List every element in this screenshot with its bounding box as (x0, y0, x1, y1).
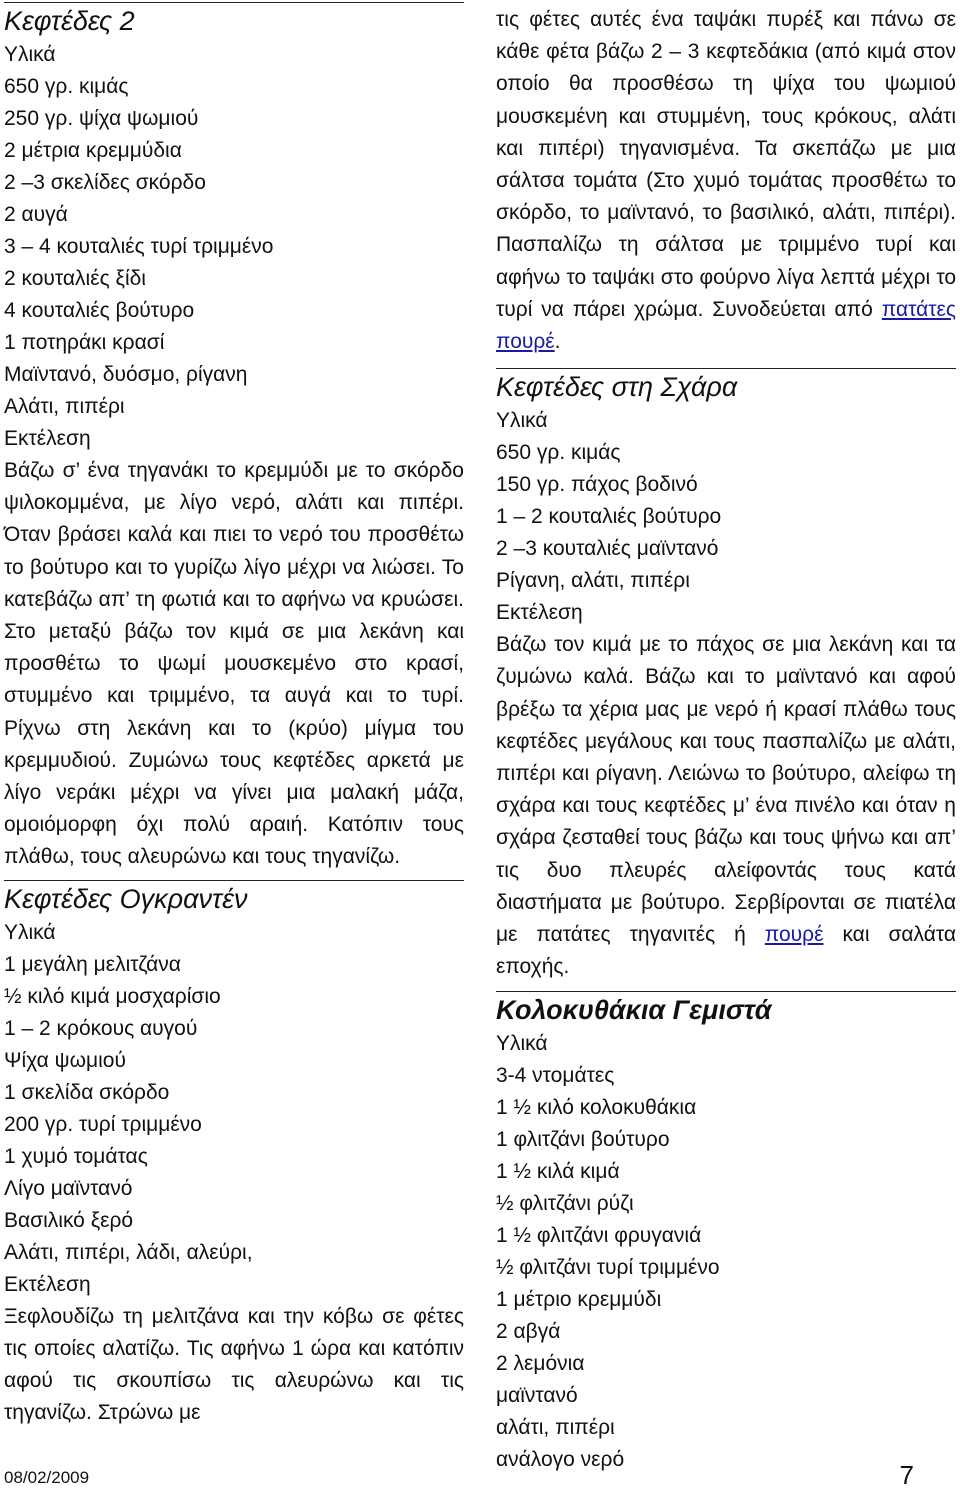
ingredients-heading: Υλικά (4, 920, 56, 944)
puree-link[interactable]: πουρέ (764, 923, 824, 947)
ingredients-heading: Υλικά (496, 1032, 548, 1056)
ingredients-heading: Υλικά (496, 409, 548, 433)
ingredient-item: ½ φλιτζάνι ρύζι (496, 1192, 634, 1216)
ingredient-item: αλάτι, πιπέρι (496, 1416, 615, 1440)
ingredient-item: 2 –3 κουταλιές μαϊντανό (496, 537, 719, 561)
ingredient-item: ½ φλιτζάνι τυρί τριμμένο (496, 1256, 720, 1280)
ingredient-item: 1 χυμό τομάτας (4, 1144, 148, 1168)
footer-date: 08/02/2009 (4, 1468, 90, 1487)
method-text: . (554, 330, 561, 354)
ingredient-item: μαϊντανό (496, 1384, 578, 1408)
ingredient-item: Αλάτι, πιπέρι (4, 395, 125, 418)
ingredient-list (496, 437, 956, 597)
ingredient-item: Λίγο μαϊντανό (4, 1176, 133, 1200)
method-text: Ξεφλουδίζω τη μελιτζάνα και την κόβω σε φέτες τις οποίες αλατίζω. Τις αφήνω 1 ώρα και κατόπιν αφού τις σκουπίσω τις αλευρώνω και τις τηγανίζω. Στρώνω με (4, 1304, 464, 1425)
ingredient-item: 1 φλιτζάνι βούτυρο (496, 1128, 670, 1152)
method-heading: Εκτέλεση (496, 601, 583, 625)
ingredient-list (4, 71, 464, 423)
mashed-potatoes-link[interactable]: πατάτες πουρέ (496, 297, 956, 354)
ingredient-item: ½ κιλό κιμά μοσχαρίσιο (4, 984, 221, 1008)
ingredient-list (4, 949, 464, 1269)
ingredient-item: 650 γρ. κιμάς (496, 441, 621, 465)
ingredient-item: 1 ½ κιλά κιμά (496, 1160, 620, 1184)
ingredient-item: 1 μεγάλη μελιτζάνα (4, 952, 181, 976)
ingredient-item: 2 μέτρια κρεμμύδια (4, 139, 182, 162)
recipe-title: Κεφτέδες 2 (4, 6, 135, 36)
ingredient-item: Ρίγανη, αλάτι, πιπέρι (496, 569, 690, 593)
right-column (496, 0, 956, 1476)
method-heading: Εκτέλεση (4, 1272, 91, 1296)
ingredient-item: 1 – 2 κρόκους αυγού (4, 1016, 198, 1040)
method-text-block (496, 629, 956, 983)
recipe-title: Κεφτέδες Ογκραντέν (4, 883, 248, 914)
ingredient-item: Αλάτι, πιπέρι, λάδι, αλεύρι, (4, 1240, 253, 1264)
method-text: και σαλάτα εποχής. (496, 923, 957, 979)
page-number: 7 (899, 1460, 914, 1490)
ingredient-item: 2 λεμόνια (496, 1352, 585, 1376)
ingredient-item: 1 σκελίδα σκόρδο (4, 1080, 170, 1104)
ingredient-item: 2 αβγά (496, 1320, 561, 1344)
left-column (4, 0, 464, 1429)
ingredient-item: 3-4 ντομάτες (496, 1064, 615, 1088)
ingredient-item: 2 –3 σκελίδες σκόρδο (4, 171, 206, 194)
recipe-title: Κολοκυθάκια Γεμιστά (496, 995, 772, 1026)
method-text: τις φέτες αυτές ένα ταψάκι πυρέξ και πάνω σε κάθε φέτα βάζω 2 – 3 κεφτεδάκια (από κιμά στον οποίο θα προσθέσω τη ψίχα του ψωμιού μουσκεμένη και στυμμένη, τους κρόκους, αλάτι και πιπέρι) τηγανισμένα. Τα σκεπάζω με μια σάλτσα τομάτα (Στο χυμό τομάτας προσθέτω το σκόρδο, το μαϊντανό, το βασιλικό, αλάτι, πιπέρι). Πασπαλίζω τη σάλτσα με τριμμένο τυρί και αφήνω το ταψάκι στο φούρνο λίγα λεπτά μέχρι το τυρί να πάρει χρώμα. Συνοδεύεται από (496, 8, 956, 321)
ingredient-item: 150 γρ. πάχος βοδινό (496, 473, 698, 497)
ingredient-item: 650 γρ. κιμάς (4, 75, 129, 98)
ingredient-item: 1 ½ φλιτζάνι φρυγανιά (496, 1224, 702, 1248)
ingredient-item: 1 μέτριο κρεμμύδι (496, 1288, 662, 1312)
ingredient-item: Ψίχα ψωμιού (4, 1048, 126, 1072)
ingredient-item: 2 αυγά (4, 203, 68, 226)
ingredient-item: 4 κουταλιές βούτυρο (4, 299, 195, 322)
method-text: Βάζω τον κιμά με το πάχος σε μια λεκάνη και τα ζυμώνω καλά. Βάζω και το μαϊντανό και αφού βρέξω τα χέρια μας με νερό ή κρασί πλάθω τους κεφτέδες μεγάλους και τους πασπαλίζω με αλάτι, πιπέρι και ρίγανη. Λειώνω το βούτυρο, αλείφω τη σχάρα και τους κεφτέδες μ’ ένα πινέλο και όταν η σχάρα ζεσταθεί τους βάζω και τους ψήνω και απ’ τις δυο πλευρές αλείφοντάς τους κατά διαστήματα με βούτυρο. Σερβίρονται σε πιατέλα με πατάτες τηγανιτές ή (496, 633, 956, 947)
ingredient-item: 1 ποτηράκι κρασί (4, 331, 165, 354)
recipe-title: Κεφτέδες στη Σχάρα (496, 372, 738, 403)
ingredient-item: 250 γρ. ψίχα ψωμιού (4, 107, 199, 130)
ingredient-item: ανάλογο νερό (496, 1448, 625, 1472)
ingredients-heading: Υλικά (4, 43, 56, 66)
method-continuation (496, 4, 956, 358)
ingredient-list (496, 1060, 956, 1476)
ingredient-item: 2 κουταλιές ξίδι (4, 267, 146, 290)
ingredient-item: Βασιλικό ξερό (4, 1208, 134, 1232)
ingredient-item: 1 – 2 κουταλιές βούτυρο (496, 505, 722, 529)
ingredient-item: Μαϊντανό, δυόσμο, ρίγανη (4, 363, 248, 386)
method-heading: Εκτέλεση (4, 427, 91, 450)
ingredient-item: 200 γρ. τυρί τριμμένο (4, 1112, 202, 1136)
method-text: Βάζω σ’ ένα τηγανάκι το κρεμμύδι με το σκόρδο ψιλοκομμένα, με λίγο νερό, αλάτι και πιπέρι. Όταν βράσει καλά και πιει το νερό του προσθέτω το βούτυρο και το γυρίζω λίγο μέχρι να λιώσει. Το κατεβάζω απ’ τη φωτιά και το αφήνω να κρυώσει. Στο μεταξύ βάζω τον κιμά σε μια λεκάνη και προσθέτω το ψωμί μουσκεμένο στο κρασί, στυμμένο και τριμμένο, τα αυγά και το τυρί. Ρίχνω στη λεκάνη και το (κρύο) μίγμα του κρεμμυδιού. Ζυμώνω τους κεφτέδες αρκετά με λίγο νεράκι μέχρι να γίνει μια μαλακή μάζα, ομοιόμορφη όχι πολύ αραιή. Κατόπιν τους πλάθω, τους αλευρώνω και τους τηγανίζω. (4, 459, 464, 869)
ingredient-item: 3 – 4 κουταλιές τυρί τριμμένο (4, 235, 274, 258)
ingredient-item: 1 ½ κιλό κολοκυθάκια (496, 1096, 697, 1120)
